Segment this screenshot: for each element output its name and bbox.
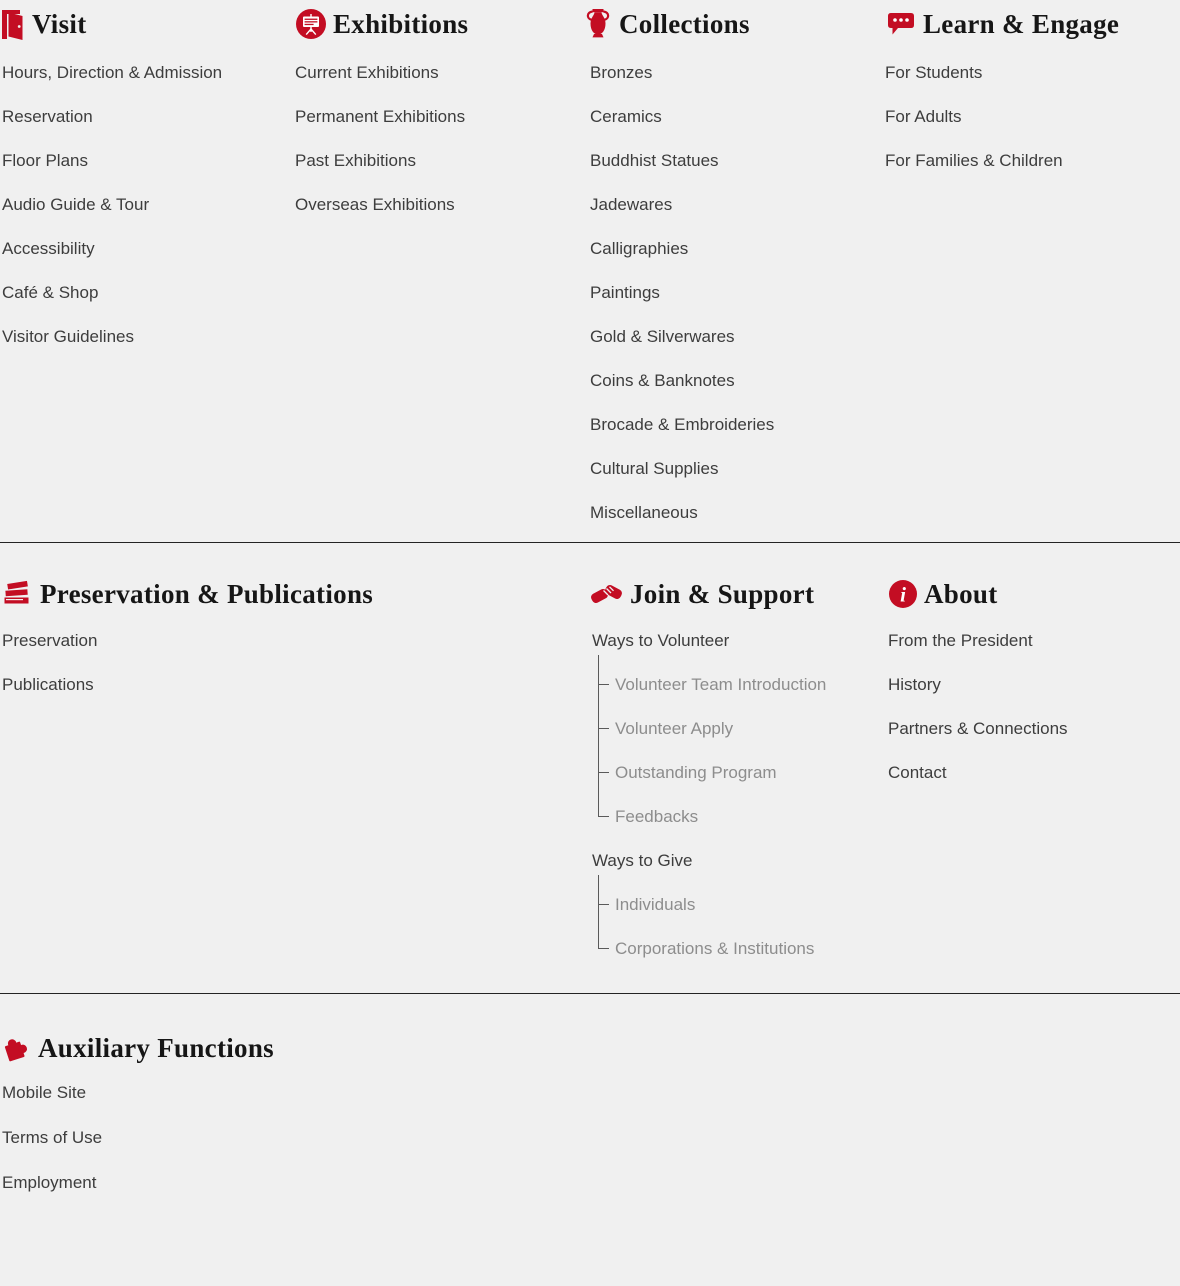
list-item — [295, 195, 575, 239]
nav-link-jadewares[interactable]: Jadewares — [590, 195, 673, 214]
column-preservation-publications — [0, 544, 420, 719]
nav-link-feedbacks[interactable]: Feedbacks — [615, 807, 699, 826]
list-item — [590, 415, 883, 459]
column-learn-engage — [885, 0, 1180, 195]
nav-link-for-students[interactable]: For Students — [885, 63, 983, 82]
list-item — [590, 283, 883, 327]
svg-text:i: i — [900, 582, 906, 607]
about-list — [888, 631, 1178, 807]
nav-link-ways-to-give[interactable]: Ways to Give — [592, 851, 693, 870]
exhibitions-header — [295, 3, 575, 45]
preservation-publications-header — [0, 573, 420, 615]
nav-link-volunteer-team-introduction[interactable]: Volunteer Team Introduction — [615, 675, 827, 694]
column-join-support — [590, 544, 890, 983]
nav-link-paintings[interactable]: Paintings — [590, 283, 660, 302]
nav-link-bronzes[interactable]: Bronzes — [590, 63, 653, 82]
visit-title-link[interactable]: Visit — [32, 8, 87, 39]
list-item — [2, 1083, 600, 1128]
preservation-publications-title-link[interactable]: Preservation & Publications — [40, 578, 374, 609]
nav-link-for-families[interactable]: For Families & Children — [885, 151, 1063, 170]
nav-link-cafe-shop[interactable]: Café & Shop — [2, 283, 99, 302]
list-item — [888, 631, 1178, 675]
nav-link-calligraphies[interactable]: Calligraphies — [590, 239, 689, 258]
books-icon — [0, 579, 34, 609]
door-icon — [0, 8, 26, 41]
sub-list-item — [598, 895, 890, 939]
about-header — [888, 573, 1178, 615]
column-collections — [583, 0, 883, 547]
list-item — [590, 195, 883, 239]
nav-link-permanent-exhibitions[interactable]: Permanent Exhibitions — [295, 107, 466, 126]
nav-link-audio-guide[interactable]: Audio Guide & Tour — [2, 195, 150, 214]
nav-link-partners-connections[interactable]: Partners & Connections — [888, 719, 1068, 738]
nav-link-miscellaneous[interactable]: Miscellaneous — [590, 503, 698, 522]
info-icon — [888, 579, 918, 609]
nav-link-coins-banknotes[interactable]: Coins & Banknotes — [590, 371, 735, 390]
column-about — [888, 544, 1178, 807]
list-item — [885, 107, 1180, 151]
nav-link-from-the-president[interactable]: From the President — [888, 631, 1033, 650]
collections-title-link[interactable]: Collections — [619, 8, 750, 39]
nav-link-current-exhibitions[interactable]: Current Exhibitions — [295, 63, 439, 82]
auxiliary-functions-header — [0, 1027, 600, 1069]
collections-list — [583, 63, 883, 547]
visit-header — [0, 3, 290, 45]
nav-link-overseas-exhibitions[interactable]: Overseas Exhibitions — [295, 195, 455, 214]
list-item — [2, 151, 290, 195]
collections-header — [583, 3, 883, 45]
list-item — [590, 107, 883, 151]
list-item — [590, 239, 883, 283]
nav-link-visitor-guidelines[interactable]: Visitor Guidelines — [2, 327, 134, 346]
nav-link-individuals[interactable]: Individuals — [615, 895, 696, 914]
nav-link-outstanding-program[interactable]: Outstanding Program — [615, 763, 777, 782]
nav-link-contact[interactable]: Contact — [888, 763, 947, 782]
nav-link-cultural-supplies[interactable]: Cultural Supplies — [590, 459, 719, 478]
nav-link-gold-silverwares[interactable]: Gold & Silverwares — [590, 327, 735, 346]
exhibitions-title-link[interactable]: Exhibitions — [333, 8, 469, 39]
speech-bubble-icon — [885, 9, 917, 39]
column-visit — [0, 0, 290, 371]
nav-link-for-adults[interactable]: For Adults — [885, 107, 962, 126]
list-item-group — [592, 851, 890, 983]
nav-link-preservation[interactable]: Preservation — [2, 631, 98, 650]
learn-engage-title-link[interactable]: Learn & Engage — [923, 8, 1120, 39]
nav-link-mobile-site[interactable]: Mobile Site — [2, 1083, 87, 1102]
join-support-list — [590, 631, 890, 983]
list-item — [885, 63, 1180, 107]
sub-list-item — [598, 763, 890, 807]
nav-link-publications[interactable]: Publications — [2, 675, 94, 694]
learn-engage-list — [885, 63, 1180, 195]
nav-link-accessibility[interactable]: Accessibility — [2, 239, 95, 258]
vase-icon — [583, 8, 613, 40]
handshake-icon — [590, 580, 624, 608]
join-support-header — [590, 573, 890, 615]
list-item — [590, 63, 883, 107]
preservation-publications-list — [0, 631, 420, 719]
column-auxiliary-functions — [0, 995, 600, 1218]
list-item — [2, 1128, 600, 1173]
list-item-group — [592, 631, 890, 851]
nav-link-terms-of-use[interactable]: Terms of Use — [2, 1128, 103, 1147]
nav-link-history[interactable]: History — [888, 675, 941, 694]
nav-link-employment[interactable]: Employment — [2, 1173, 97, 1192]
exhibitions-list — [295, 63, 575, 239]
list-item — [885, 151, 1180, 195]
learn-engage-header — [885, 3, 1180, 45]
list-item — [888, 719, 1178, 763]
puzzle-icon — [0, 1032, 32, 1064]
sub-list-item — [598, 939, 890, 983]
list-item — [888, 763, 1178, 807]
nav-link-past-exhibitions[interactable]: Past Exhibitions — [295, 151, 416, 170]
nav-link-hours[interactable]: Hours, Direction & Admission — [2, 63, 223, 82]
list-item — [2, 63, 290, 107]
list-item — [295, 151, 575, 195]
ways-to-volunteer-sublist — [598, 675, 890, 851]
list-item — [295, 63, 575, 107]
nav-link-volunteer-apply[interactable]: Volunteer Apply — [615, 719, 734, 738]
nav-link-corporations-institutions[interactable]: Corporations & Institutions — [615, 939, 815, 958]
list-item — [2, 1173, 600, 1218]
list-item — [295, 107, 575, 151]
section-primary-nav — [0, 0, 1180, 543]
list-item — [590, 459, 883, 503]
list-item — [2, 327, 290, 371]
sub-list-item — [598, 675, 890, 719]
exhibition-board-icon — [295, 8, 327, 40]
list-item — [2, 675, 420, 719]
list-item — [590, 327, 883, 371]
nav-link-buddhist-statues[interactable]: Buddhist Statues — [590, 151, 719, 170]
list-item — [2, 195, 290, 239]
column-exhibitions — [295, 0, 575, 239]
nav-link-ways-to-volunteer[interactable]: Ways to Volunteer — [592, 631, 730, 650]
nav-link-floor-plans[interactable]: Floor Plans — [2, 151, 88, 170]
sub-list-item — [598, 719, 890, 763]
list-item — [590, 503, 883, 547]
ways-to-give-sublist — [598, 895, 890, 983]
section-secondary-nav — [0, 544, 1180, 994]
list-item — [590, 371, 883, 415]
nav-link-reservation[interactable]: Reservation — [2, 107, 93, 126]
nav-link-ceramics[interactable]: Ceramics — [590, 107, 662, 126]
list-item — [2, 631, 420, 675]
visit-list — [0, 63, 290, 371]
list-item — [2, 107, 290, 151]
list-item — [590, 151, 883, 195]
auxiliary-functions-list — [0, 1083, 600, 1218]
section-auxiliary — [0, 995, 1180, 1286]
list-item — [888, 675, 1178, 719]
sub-list-item — [598, 807, 890, 851]
list-item — [2, 239, 290, 283]
about-title-link[interactable]: About — [924, 578, 998, 609]
nav-link-brocade-embroideries[interactable]: Brocade & Embroideries — [590, 415, 775, 434]
auxiliary-functions-title-link[interactable]: Auxiliary Functions — [38, 1032, 274, 1063]
list-item — [2, 283, 290, 327]
join-support-title-link[interactable]: Join & Support — [630, 578, 815, 609]
